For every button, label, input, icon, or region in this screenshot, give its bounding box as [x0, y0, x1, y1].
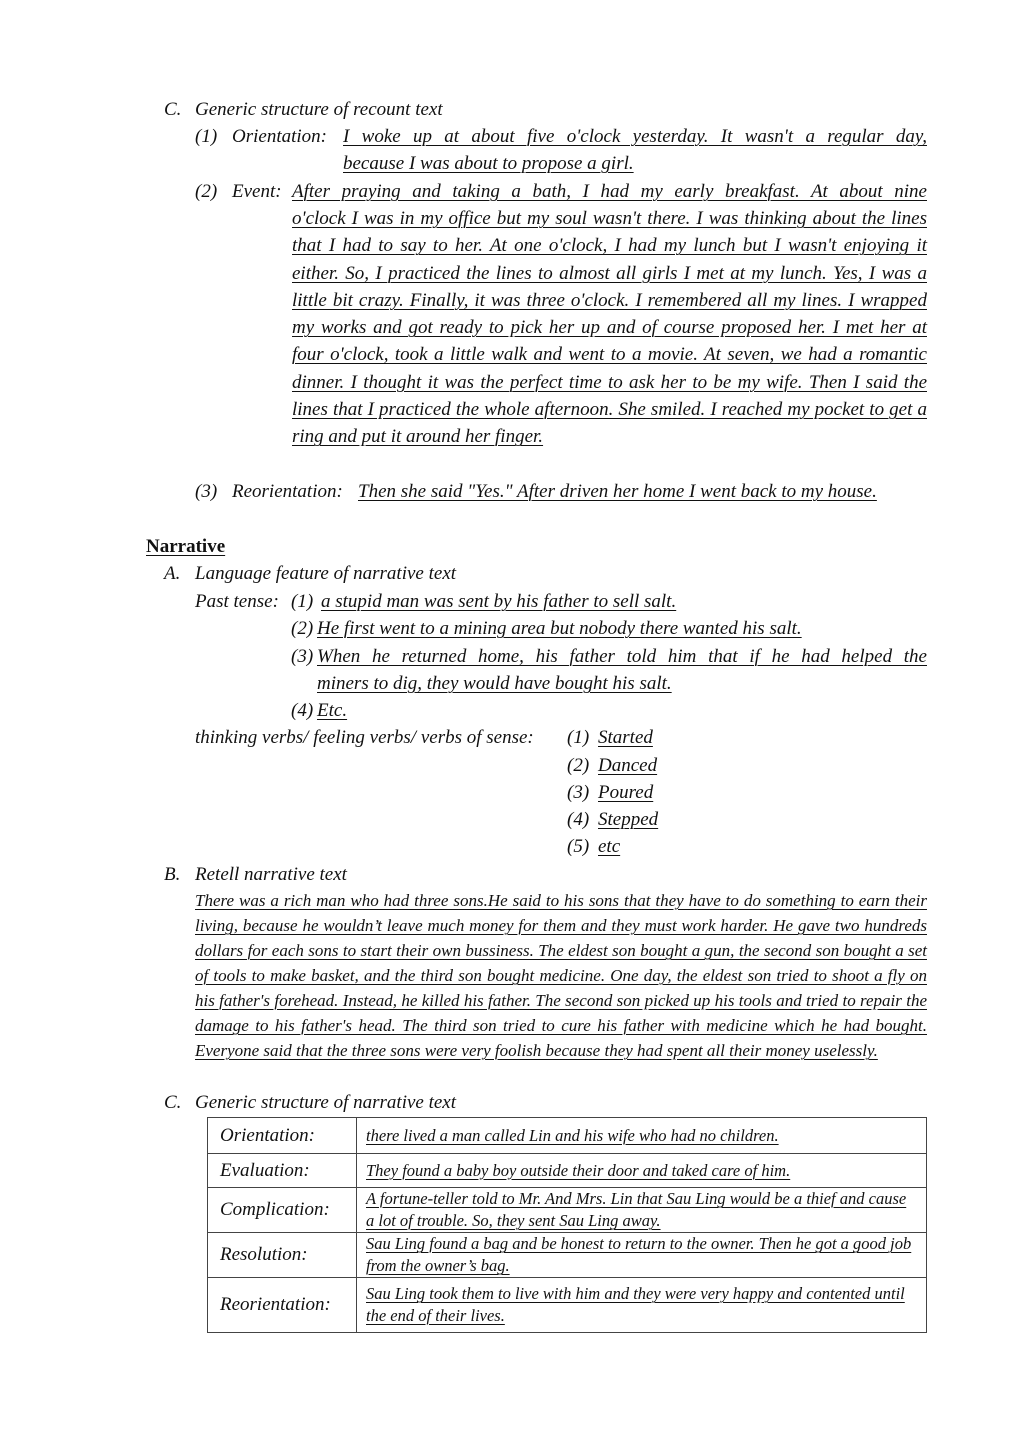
verb-item: etc — [598, 836, 621, 857]
verb-item: Started — [598, 727, 653, 748]
table-value: A fortune-teller told to Mr. And Mrs. Lin that Sau Ling would be a thief and cause a lot of trouble. So, they sent Sau Ling away. — [357, 1188, 927, 1233]
table-value: Sau Ling found a bag and be honest to return to the owner. Then he got a good job from the owner’s bag. — [357, 1233, 927, 1278]
orientation-line1: I woke up at about five o'clock yesterday. It wasn't a regular day, — [343, 126, 927, 147]
section-title: Generic structure of narrative text — [195, 1092, 457, 1113]
past-tense-item: He first went to a mining area but nobody there wanted his salt. — [317, 618, 802, 639]
section-marker: C. — [164, 1092, 182, 1113]
section-title: Retell narrative text — [195, 864, 347, 885]
reorientation-text: Then she said "Yes." After driven her home I went back to my house. — [358, 481, 877, 502]
table-label: Resolution: — [208, 1233, 357, 1278]
item-number: (3) — [567, 782, 590, 803]
verb-item: Stepped — [598, 809, 659, 830]
item-number: (1) — [567, 727, 590, 748]
past-tense-label: Past tense: — [195, 591, 279, 612]
item-number: (1) — [195, 126, 218, 147]
table-value: Sau Ling took them to live with him and they were very happy and contented until the end of their lives. — [357, 1278, 927, 1333]
orientation-label: Orientation: — [232, 126, 327, 147]
item-number: (3) — [195, 481, 218, 502]
section-marker: B. — [164, 864, 181, 885]
table-value: there lived a man called Lin and his wife who had no children. — [357, 1118, 927, 1154]
event-first-line: After praying and taking a bath, I had my early breakfast. At about nine — [292, 181, 927, 202]
verbs-label: thinking verbs/ feeling verbs/ verbs of sense: — [195, 727, 534, 748]
section-title: Generic structure of recount text — [195, 99, 443, 120]
item-number: (2) — [195, 181, 218, 202]
section-marker: A. — [164, 563, 181, 584]
table-row — [208, 1188, 927, 1233]
event-body: o'clock I was in my office but my soul wasn't there. I was thinking about the lines that I had to say to her. At one o'clock, I had my lunch but I wasn't enjoying it either. So, I practiced the lines to almost all girls I met at my lunch. Yes, I was a little bit crazy. Finally, it was three o'clock. I remembered all my lines. I wrapped my works and got ready to pick her up and of course proposed her. I met her at four o'clock, took a little walk and went to a movie. At seven, we had a romantic dinner. I thought it was the perfect time to ask her to be my wife. Then I said the lines that I practiced the whole afternoon. She smiled. I reached my pocket to get a ring and put it around her finger. — [292, 208, 927, 448]
retell-paragraph: There was a rich man who had three sons.He said to his sons that they have to do something to earn their living, because he wouldn’t leave much money for them and they must work harder. He gave two hundreds dollars for each sons to start their own bussiness. The eldest son bought a gun, the second son bought a set of tools to make basket, and the third son bought medicine. One day, the eldest son tried to shoot a fly on his father's forehead. Instead, he killed his father. The second son picked up his tools and tried to repair the damage to his father's head. The third son tried to cure his father with medicine which he had bought. Everyone said that the three sons were very foolish because they had spent all their money uselessly. — [195, 891, 927, 1060]
table-label: Orientation: — [208, 1118, 357, 1154]
item-number: (4) — [567, 809, 590, 830]
past-tense-item: a stupid man was sent by his father to sell salt. — [321, 591, 677, 612]
verb-item: Poured — [598, 782, 654, 803]
table-row — [208, 1278, 927, 1333]
section-marker: C. — [164, 99, 182, 120]
item-number: (2) — [291, 618, 314, 639]
table-label: Evaluation: — [208, 1154, 357, 1188]
item-number: (3) — [291, 646, 314, 667]
item-number: (2) — [567, 755, 590, 776]
orientation-line2: because I was about to propose a girl. — [343, 153, 634, 174]
past-tense-item: When he returned home, his father told him that if he had helped the — [317, 646, 927, 667]
reorientation-label: Reorientation: — [232, 481, 343, 502]
item-number: (4) — [291, 700, 314, 721]
table-label: Reorientation: — [208, 1278, 357, 1333]
narrative-structure-table — [207, 1117, 927, 1333]
table-row — [208, 1118, 927, 1154]
item-number: (5) — [567, 836, 590, 857]
narrative-heading: Narrative — [146, 536, 226, 557]
table-row — [208, 1233, 927, 1278]
past-tense-item-continuation: miners to dig, they would have bought his salt. — [317, 673, 672, 694]
table-row — [208, 1154, 927, 1188]
table-value: They found a baby boy outside their door and taked care of him. — [357, 1154, 927, 1188]
verb-item: Danced — [598, 755, 658, 776]
event-label: Event: — [232, 181, 282, 202]
item-number: (1) — [291, 591, 314, 612]
past-tense-item: Etc. — [317, 700, 348, 721]
section-title: Language feature of narrative text — [195, 563, 457, 584]
table-label: Complication: — [208, 1188, 357, 1233]
